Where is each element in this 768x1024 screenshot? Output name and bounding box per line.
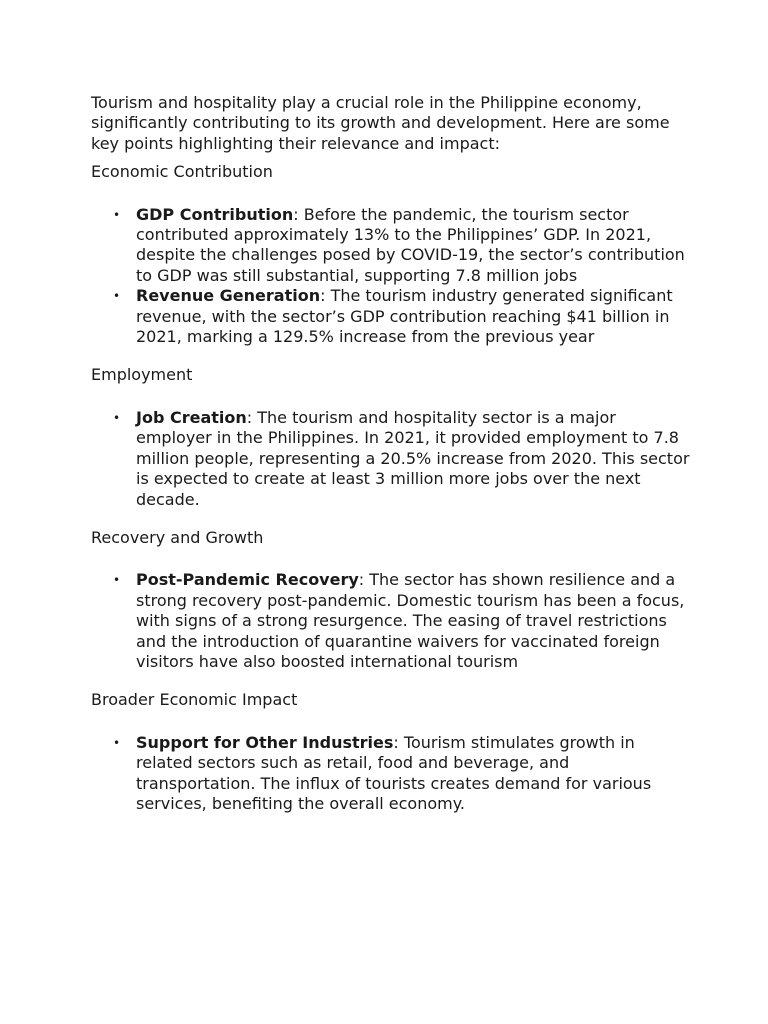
list-item [91,286,691,347]
bullet-list [91,205,691,348]
item-text: : Before the pandemic, the tourism sector contributed approximately 13% to the Philippines’ GDP. In 2021, despite the challenges posed by COVID-19, the sector’s contribution to GDP was still substantial, supporting 7.8 million jobs [136,204,685,285]
bullet-icon: • [113,207,121,222]
bullet-list [91,408,691,510]
list-item [91,733,691,815]
list-item [91,408,691,510]
section-employment [91,365,691,509]
list-item [91,205,691,287]
section-recovery-and-growth [91,528,691,672]
item-text: : The tourism and hospitality sector is a major employer in the Philippines. In 2021, it provided employment to 7.8 million people, representing a 20.5% increase from 2020. This sector is expected to create at least 3 million more jobs over the next decade. [136,407,690,509]
section-heading: Broader Economic Impact [91,690,298,710]
item-term: Revenue Generation [136,286,321,306]
item-text: : The tourism industry generated significant revenue, with the sector’s GDP contribution reaching $41 billion in 2021, marking a 129.5% increase from the previous year [136,286,673,347]
bullet-icon: • [113,289,121,304]
bullet-icon: • [113,573,121,588]
section-heading: Economic Contribution [91,162,273,182]
list-item [91,570,691,672]
section-heading: Employment [91,365,193,385]
section-broader-economic-impact [91,690,691,814]
document-content [91,93,691,832]
item-text: : Tourism stimulates growth in related sectors such as retail, food and beverage, and transportation. The influx of tourists creates demand for various services, benefiting the overall economy. [136,732,652,813]
item-term: Job Creation [136,407,247,427]
intro-paragraph: Tourism and hospitality play a crucial role in the Philippine economy, significantly contributing to its growth and development. Here are some key points highlighting their relevance and impact: [91,93,670,153]
item-term: Support for Other Industries [136,732,394,752]
item-term: GDP Contribution [136,204,294,224]
section-economic-contribution [91,162,691,347]
bullet-list [91,733,691,815]
bullet-list [91,570,691,672]
item-term: Post-Pandemic Recovery [136,570,359,590]
bullet-icon: • [113,410,121,425]
item-text: : The sector has shown resilience and a strong recovery post-pandemic. Domestic tourism has been a focus, with signs of a strong resurgence. The easing of travel restrictions and the introduction of quarantine waivers for vaccinated foreign visitors have also boosted international tourism [136,570,685,671]
section-heading: Recovery and Growth [91,527,264,547]
bullet-icon: • [113,735,121,750]
